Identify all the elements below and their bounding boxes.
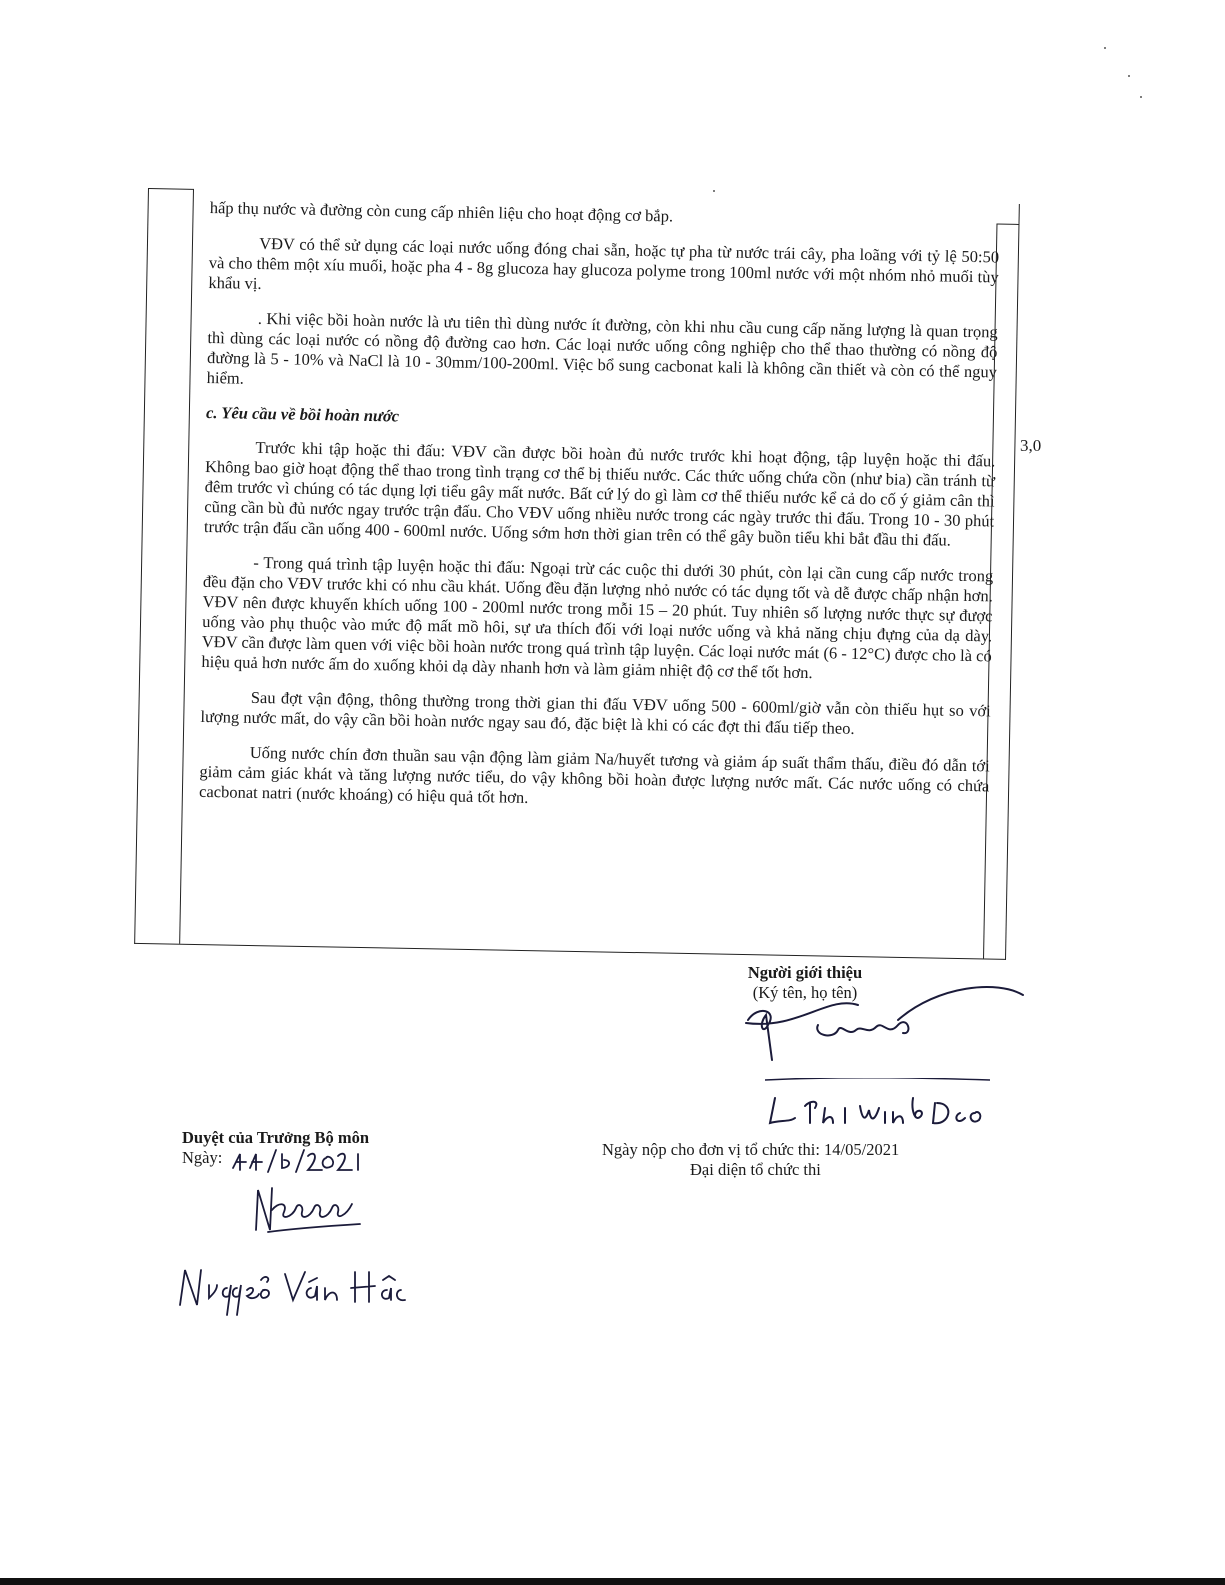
- scan-speck: [713, 190, 715, 192]
- scan-speck: [1104, 47, 1106, 49]
- introducer-note: (Ký tên, họ tên): [752, 983, 858, 1002]
- approval-title: Duyệt của Trưởng Bộ môn: [182, 1128, 370, 1147]
- approval-date-prefix: Ngày:: [182, 1148, 223, 1167]
- paragraph-after-exercise: Sau đợt vận động, thông thường trong thời gian thi đấu VĐV uống 500 - 600ml/giờ vẫn còn thiếu hụt so với lượng nước mất, do vậy cần bồi hoàn nước ngay sau đó, đặc biệt là khi có các đợt thi đấu tiếp theo.: [200, 687, 991, 738]
- paragraph-during-training: - Trong quá trình tập luyện hoặc thi đấu: Ngoại trừ các cuộc thi dưới 30 phút, còn lại cần cung cấp nước trong đều đặn cho VĐV trước khi có nhu cầu khát. Uống đều đặn lượng nhỏ nước có tác dụng tốt và dễ được chấp nhận hơn. VĐV nên được khuyến khích uống 100 - 200ml nước trong mỗi 15 – 20 phút. Tuy nhiên số lượng nước thực sự được uống vào phụ thuộc vào mức độ mất mồ hôi, sự ưa thích đối với loại nước uống và khả năng chịu đựng của dạ dày. VĐV cần được làm quen với việc bồi hoàn nước trong quá trình tập luyện. Các loại nước mát (6 - 12°C) được cho là có hiệu quả hơn nước ấm do xuống khỏi dạ dày nhanh hơn và làm giảm nhiệt độ cơ thể tốt hơn.: [201, 552, 994, 683]
- scan-speck: [1140, 96, 1142, 98]
- scan-speck: [1128, 75, 1130, 77]
- approval-handwritten-name: [175, 1260, 425, 1320]
- submission-date: Ngày nộp cho đơn vị tổ chức thi: 14/05/2021: [602, 1140, 900, 1159]
- table-divider-left: [179, 189, 194, 944]
- paragraph-continuation: hấp thụ nước và đường còn cung cấp nhiên liệu cho hoạt động cơ bắp.: [209, 198, 674, 226]
- table-border-top-left: [149, 188, 193, 190]
- introducer-signature: [738, 975, 1038, 1075]
- paragraph-before-training: Trước khi tập hoặc thi đấu: VĐV cần được bồi hoàn đủ nước trước khi hoạt động, tập luyện hoặc thi đấu. Không bao giờ hoạt động thể thao trong tình trạng cơ thể bị thiếu nước. Các thức uống chứa cồn (như bia) cần tránh từ đêm trước vì chúng có tác dụng lợi tiểu gây mất nước. Bất cứ lý do gì làm cơ thể thiếu nước kể cả do cố ý giảm cân thì cũng cần bù đủ nước ngay trước trận đấu. Cho VĐV uống nhiều nước trong các ngày trước thi đấu. Trong 10 - 30 phút trước trận đấu cần uống 400 - 600ml nước. Uống sớm hơn thời gian trên có thể gây buồn tiểu khi bắt đầu thi đấu.: [203, 437, 996, 550]
- approval-signature: [248, 1180, 368, 1240]
- approval-date-label: [182, 1148, 222, 1168]
- paragraph-sugar-content: . Khi việc bồi hoàn nước là ưu tiên thì dùng nước ít đường, còn khi nhu cầu cung cấp năng lượng là quan trọng thì dùng các loại nước có nồng độ đường cao hơn. Các loại nước uống công nghiệp cho thể thao thường có nồng độ đường là 5 - 10% và NaCl là 10 - 30mm/100-200ml. Việc bổ sung cacbonat kali là không cần thiết và còn có thể nguy hiểm.: [206, 308, 998, 388]
- score-value: 3,0: [1020, 436, 1042, 455]
- approval-handwritten-date: [228, 1146, 388, 1176]
- scan-edge-bar: [0, 1578, 1225, 1585]
- table-border-top-right: [996, 224, 1018, 225]
- organizer-representative: Đại diện tổ chức thi: [690, 1160, 821, 1179]
- introducer-title: Người giới thiệu: [747, 963, 863, 982]
- introducer-handwritten-name: [765, 1078, 995, 1138]
- section-heading: c. Yêu cầu về bồi hoàn nước: [205, 402, 400, 426]
- answer-content: [199, 198, 1000, 831]
- paragraph-plain-water: Uống nước chín đơn thuần sau vận động làm giảm Na/huyết tương và giảm áp suất thẩm thấu, điều đó dẫn tới giảm cảm giác khát và tăng lượng nước tiểu, do vậy không bồi hoàn được lượng nước mất. Các nước uống có chứa cacbonat natri (nước khoáng) có hiệu quả tốt hơn.: [198, 742, 990, 807]
- paragraph-bottled-water: VĐV có thể sử dụng các loại nước uống đóng chai sẵn, hoặc tự pha từ nước trái cây, pha loãng với tỷ lệ 50:50 và cho thêm một xíu muối, hoặc pha 4 - 8g glucoza hay glucoza polyme trong 100ml nước với một nhóm nhỏ muối tùy khẩu vị.: [208, 233, 1000, 293]
